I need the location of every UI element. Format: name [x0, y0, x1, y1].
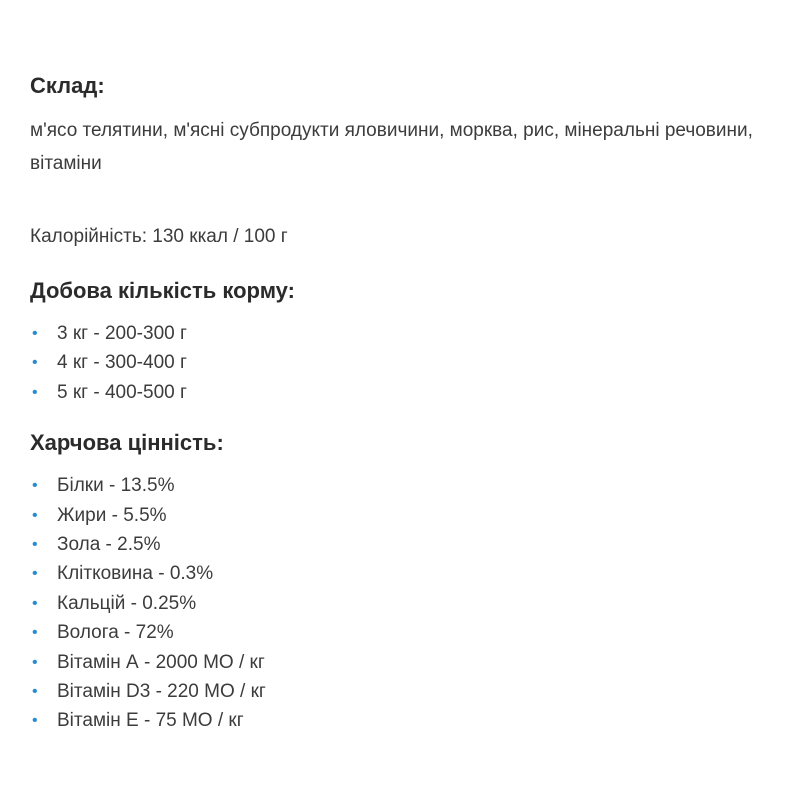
list-item: [30, 677, 790, 706]
feeding-item-label: 4 кг - 300-400 г: [57, 352, 187, 374]
bullet-icon: •: [32, 506, 38, 524]
nutrition-list: [30, 471, 790, 736]
calories-text: Калорійність: 130 ккал / 100 г: [30, 226, 288, 247]
list-item: [30, 378, 790, 407]
bullet-icon: •: [32, 683, 38, 701]
bullet-icon: •: [32, 536, 38, 554]
feeding-item-label: 3 кг - 200-300 г: [57, 323, 187, 344]
nutrition-item-label: Клітковина - 0.3%: [57, 563, 214, 585]
nutrition-item-label: Білки - 13.5%: [57, 475, 175, 497]
nutrition-heading: Харчова цінність:: [30, 430, 224, 456]
list-item: [30, 348, 790, 377]
list-item: [30, 471, 790, 500]
composition-text: м'ясо телятини, м'ясні субпродукти яловичини, морква, рис, мінеральні речовини, вітаміни: [30, 120, 753, 174]
product-description: [30, 66, 790, 736]
list-item: [30, 501, 790, 530]
bullet-icon: •: [32, 383, 38, 401]
nutrition-item-label: Вітамін А - 2000 МО / кг: [57, 651, 265, 673]
nutrition-item-label: Кальцій - 0.25%: [57, 592, 197, 614]
nutrition-item-label: Волога - 72%: [57, 622, 174, 644]
feeding-heading: Добова кількість корму:: [30, 278, 295, 303]
bullet-icon: •: [32, 477, 38, 495]
list-item: [30, 530, 790, 559]
nutrition-item-label: Зола - 2.5%: [57, 534, 161, 556]
feeding-list: [30, 319, 790, 407]
bullet-icon: •: [32, 624, 38, 642]
bullet-icon: •: [32, 594, 38, 612]
bullet-icon: •: [32, 653, 38, 671]
list-item: [30, 706, 790, 735]
list-item: [30, 589, 790, 618]
nutrition-item-label: Вітамін Е - 75 МО / кг: [57, 710, 244, 732]
list-item: [30, 648, 790, 677]
bullet-icon: •: [32, 712, 38, 730]
feeding-item-label: 5 кг - 400-500 г: [57, 381, 187, 403]
bullet-icon: •: [32, 565, 38, 583]
list-item: [30, 559, 790, 588]
list-item: [30, 618, 790, 647]
bullet-icon: •: [32, 354, 38, 372]
composition-heading: Склад:: [30, 73, 105, 98]
bullet-icon: •: [32, 325, 38, 342]
nutrition-item-label: Жири - 5.5%: [57, 504, 167, 526]
nutrition-item-label: Вітамін D3 - 220 МО / кг: [57, 681, 266, 703]
list-item: [30, 319, 790, 348]
